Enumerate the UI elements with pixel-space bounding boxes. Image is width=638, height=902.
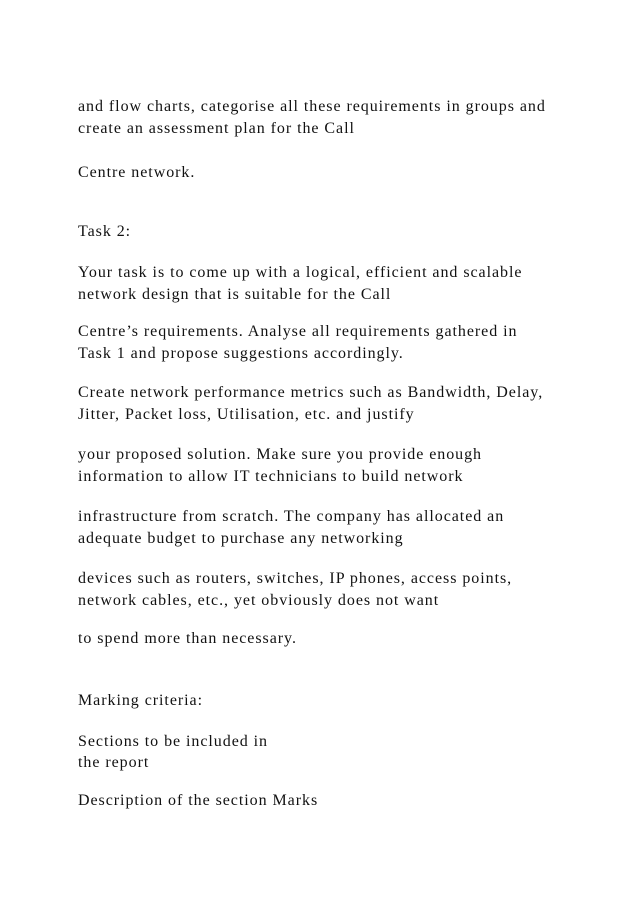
- section-heading: Marking criteria:: [78, 692, 203, 709]
- text-line: network design that is suitable for the Call: [78, 286, 392, 303]
- text-line: and flow charts, categorise all these requirements in groups and: [78, 98, 546, 115]
- text-line: Jitter, Packet loss, Utilisation, etc. and justify: [78, 406, 415, 423]
- text-line: your proposed solution. Make sure you provide enough: [78, 446, 483, 463]
- text-line: Create network performance metrics such as Bandwidth, Delay,: [78, 384, 544, 401]
- text-line: the report: [78, 754, 150, 771]
- text-line: adequate budget to purchase any networking: [78, 530, 404, 547]
- text-line: network cables, etc., yet obviously does not want: [78, 592, 440, 609]
- text-line: Your task is to come up with a logical, efficient and scalable: [78, 264, 523, 281]
- text-line: infrastructure from scratch. The company has allocated an: [78, 508, 505, 525]
- text-line: information to allow IT technicians to build network: [78, 468, 464, 485]
- text-line: Centre network.: [78, 164, 196, 181]
- text-line: Sections to be included in: [78, 733, 269, 750]
- text-line: to spend more than necessary.: [78, 630, 297, 647]
- section-heading: Task 2:: [78, 223, 132, 240]
- text-line: create an assessment plan for the Call: [78, 120, 355, 137]
- text-line: devices such as routers, switches, IP phones, access points,: [78, 570, 513, 587]
- text-line: Centre’s requirements. Analyse all requirements gathered in: [78, 323, 518, 340]
- text-line: Task 1 and propose suggestions accordingly.: [78, 345, 404, 362]
- text-line: Description of the section Marks: [78, 792, 319, 809]
